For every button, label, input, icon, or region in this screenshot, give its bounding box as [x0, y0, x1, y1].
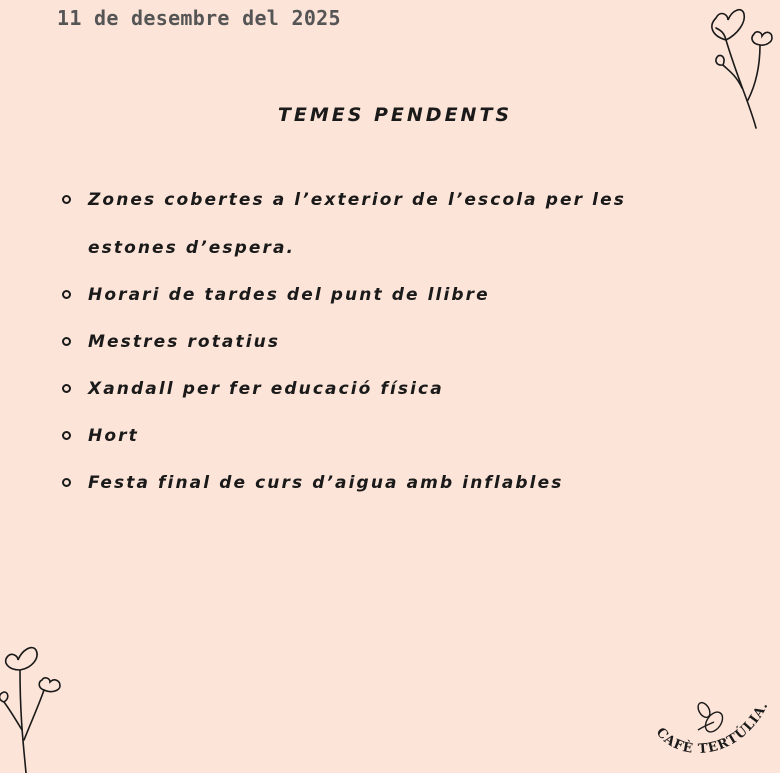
list-item: Festa final de curs d’aigua amb inflables — [60, 459, 700, 507]
logo-icon — [648, 680, 778, 770]
flower-icon — [698, 0, 778, 135]
list-item: Mestres rotatius — [60, 318, 700, 366]
topics-list — [60, 176, 700, 507]
flower-icon — [0, 640, 70, 773]
list-item: Horari de tardes del punt de llibre — [60, 271, 700, 319]
list-item: Xandall per fer educació física — [60, 365, 700, 413]
page-title: TEMES PENDENTS — [277, 104, 513, 126]
date-label: 11 de desembre del 2025 — [57, 6, 341, 30]
list-item: Hort — [60, 412, 700, 460]
svg-text:CAFÈ TERTÚLIA. — [653, 699, 772, 757]
logo-text: CAFÈ TERTÚLIA. — [652, 698, 772, 758]
list-item: Zones cobertes a l’exterior de l’escola per les estones d’espera. — [60, 176, 700, 272]
